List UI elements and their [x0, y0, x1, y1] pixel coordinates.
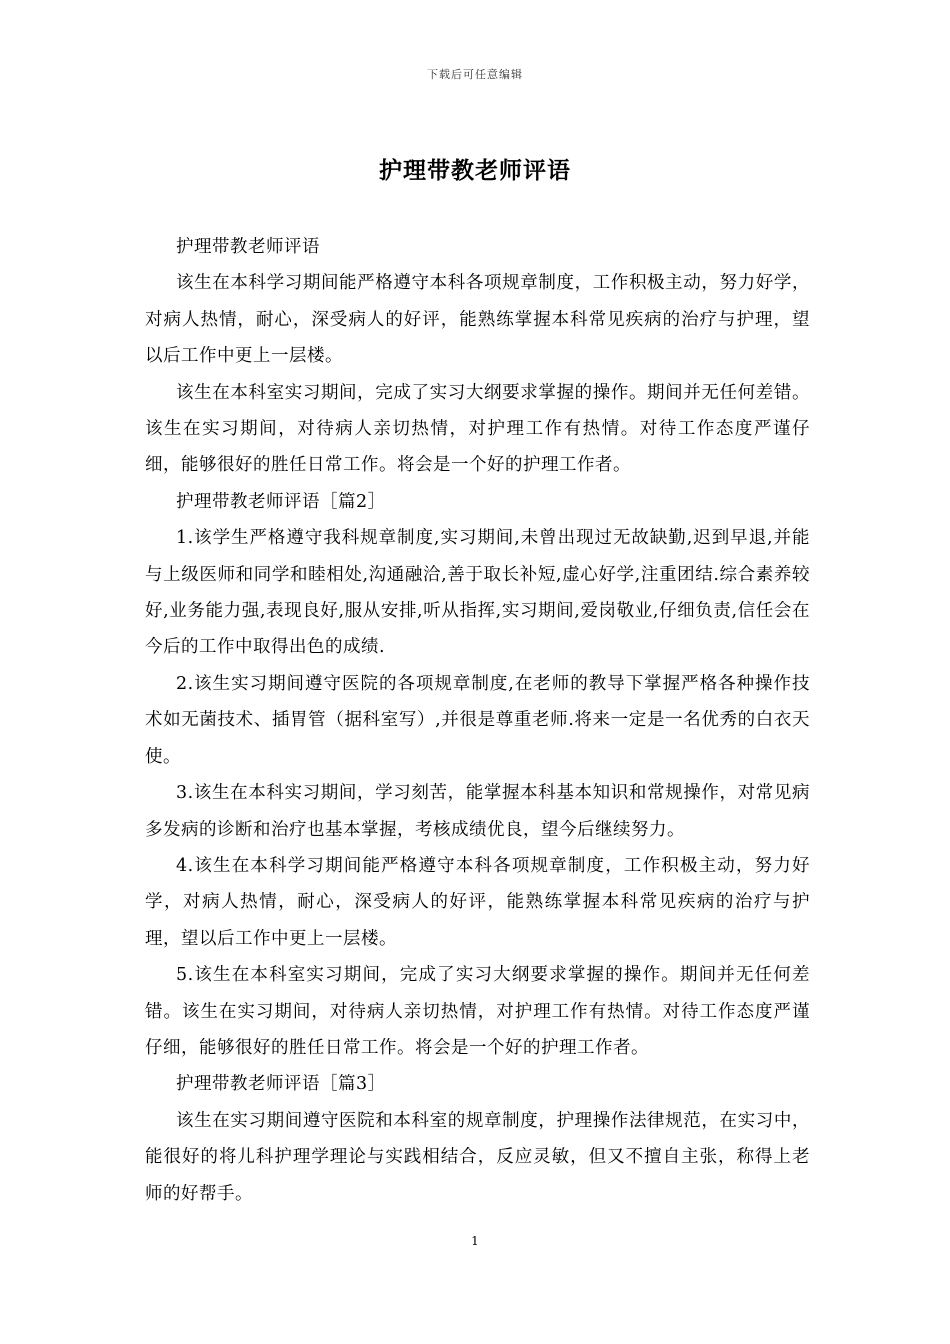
- document-body: [145, 229, 810, 1212]
- paragraph-heading-3: 护理带教老师评语［篇3］: [176, 1074, 386, 1095]
- paragraph: 2.该生实习期间遵守医院的各项规章制度,在老师的教导下掌握严格各种操作技术如无菌技术、插胃管（据科室写）,并很是尊重老师.将来一定是一名优秀的白衣天使。: [145, 673, 810, 767]
- page-number: 1: [471, 1234, 479, 1248]
- paragraph: 该生在本科学习期间能严格遵守本科各项规章制度，工作积极主动，努力好学，对病人热情，耐心，深受病人的好评，能熟练掌握本科常见疾病的治疗与护理，望以后工作中更上一层楼。: [145, 273, 810, 367]
- paragraph: 3.该生在本科实习期间，学习刻苦，能掌握本科基本知识和常规操作，对常见病多发病的诊断和治疗也基本掌握，考核成绩优良，望今后继续努力。: [145, 783, 810, 840]
- document-title: 护理带教老师评语: [379, 158, 571, 184]
- paragraph: 该生在本科室实习期间，完成了实习大纲要求掌握的操作。期间并无任何差错。该生在实习期间，对待病人亲切热情，对护理工作有热情。对待工作态度严谨仔细，能够很好的胜任日常工作。将会是一个好的护理工作者。: [145, 382, 810, 476]
- paragraph: 该生在实习期间遵守医院和本科室的规章制度，护理操作法律规范，在实习中，能很好的将儿科护理学理论与实践相结合，反应灵敏，但又不擅自主张，称得上老师的好帮手。: [145, 1110, 810, 1204]
- paragraph-heading-1: 护理带教老师评语: [176, 237, 320, 257]
- header-note: 下载后可任意编辑: [427, 68, 523, 81]
- paragraph: 4.该生在本科学习期间能严格遵守本科各项规章制度，工作积极主动，努力好学，对病人热情，耐心，深受病人的好评，能熟练掌握本科常见疾病的治疗与护理，望以后工作中更上一层楼。: [145, 855, 810, 949]
- paragraph: 1.该学生严格遵守我科规章制度,实习期间,未曾出现过无故缺勤,迟到早退,并能与上级医师和同学和睦相处,沟通融洽,善于取长补短,虚心好学,注重团结.综合素养较好,业务能力强,表现良好,服从安排,听从指挥,实习期间,爱岗敬业,仔细负责,信任会在今后的工作中取得出色的成绩.: [145, 528, 810, 658]
- paragraph-heading-2: 护理带教老师评语［篇2］: [176, 491, 386, 512]
- paragraph: 5.该生在本科室实习期间，完成了实习大纲要求掌握的操作。期间并无任何差错。该生在实习期间，对待病人亲切热情，对护理工作有热情。对待工作态度严谨仔细，能够很好的胜任日常工作。将会是一个好的护理工作者。: [145, 965, 810, 1058]
